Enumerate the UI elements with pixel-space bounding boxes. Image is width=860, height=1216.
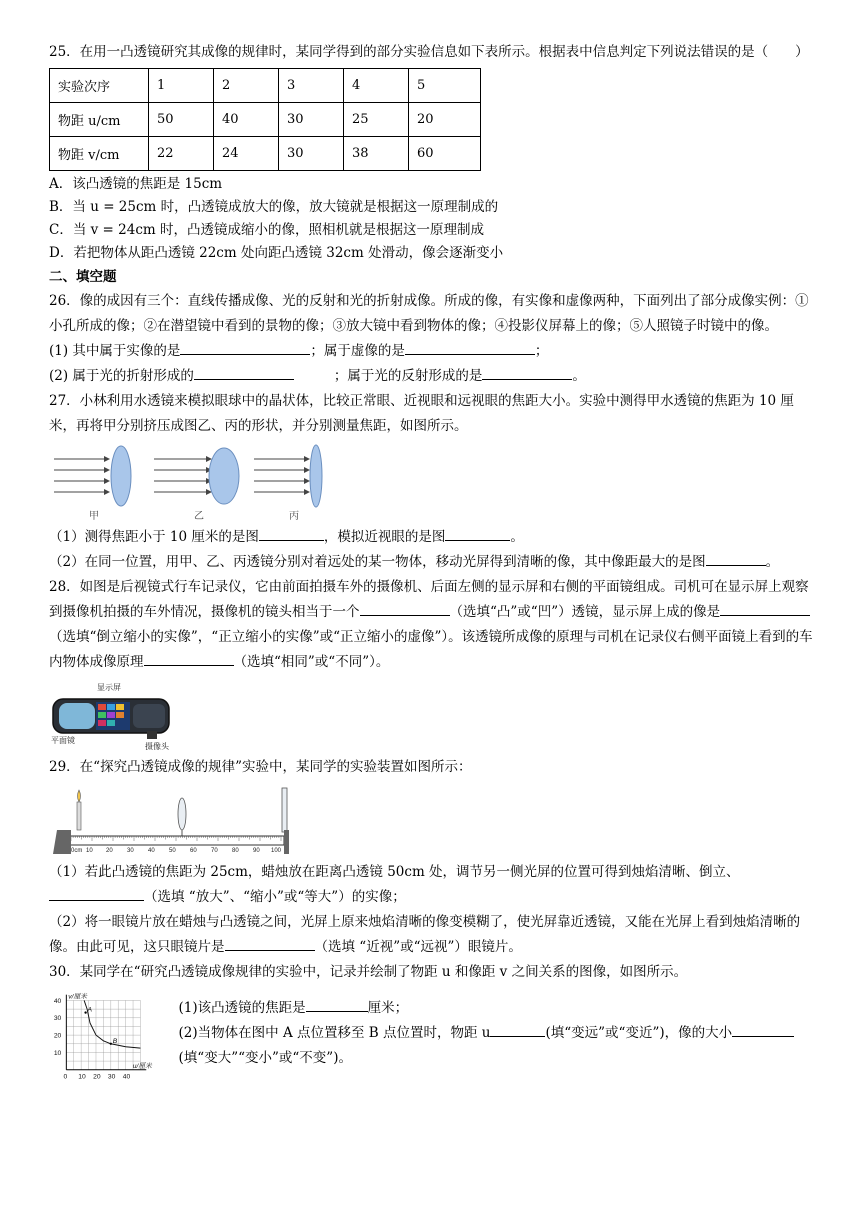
dashcam-figure [49,681,179,751]
x-axis-label: u/厘米 [132,1062,152,1070]
answer-blank[interactable] [445,525,510,541]
q27-stem: 27．小林利用水透镜来模拟眼球中的晶状体，比较正常眼、近视眼和远视眼的焦距大小。实验中测得甲水透镜的焦距为 10 厘米，再将甲分别挤压成图乙、丙的形状，并分别测量焦距，如图所示。 [49,393,794,434]
lens-label: 丙 [289,511,299,521]
bench-tick-label: 10 [86,848,93,854]
answer-blank[interactable] [732,1021,794,1037]
table-cell: 5 [409,69,481,103]
answer-blank[interactable] [225,935,315,951]
bench-tick-label: 60 [190,848,197,854]
bench-start-label: 0cm [71,848,83,854]
fig-label-screen: 显示屏 [97,683,121,692]
candle [77,790,81,830]
bench-tick-label: 20 [106,848,113,854]
q29-stem: 29．在“探究凸透镜成像的规律”实验中，某同学的实验装置如图所示： [49,759,472,775]
camera [147,731,157,739]
q27-sub1 [49,525,814,550]
plane-mirror [59,703,95,729]
x-tick-label: 40 [122,1073,131,1081]
answer-blank[interactable] [720,600,810,616]
q27-sub1-text-b: ，模拟近视眼的是图 [323,529,446,545]
y-tick-label: 10 [53,1049,62,1057]
answer-blank[interactable] [482,364,572,380]
water-lens-figure [49,443,339,521]
table-cell: 24 [214,137,279,171]
table-cell: 22 [149,137,214,171]
q29-sub2-text-a: （2）将一眼镜片放在蜡烛与凸透镜之间，光屏上原来烛焰清晰的像变模糊了，使光屏靠近透镜，又能在光屏上看到烛焰清晰的像。由此可见，这只眼镜片是 [49,914,801,955]
q29-sub2 [49,910,814,960]
bench-tick-label: 40 [148,848,155,854]
point-label: A [87,1006,93,1014]
lens-jia [54,446,131,506]
x-tick-label: 0 [63,1073,68,1081]
answer-blank[interactable] [144,650,234,666]
q29-sub1-text-b: （选填 “放大”、“缩小”或“等大”）的实像； [144,889,406,905]
q30-sub2-text-a: (2)当物体在图中 A 点位置移至 B 点位置时，物距 u [178,1025,491,1041]
section-heading: 二、填空题 [49,269,117,285]
q29-sub1 [49,860,814,910]
table-cell: 3 [279,69,344,103]
lens-label: 乙 [194,511,204,521]
q28-text-b: （选填“凸”或“凹”）透镜，显示屏上成的像是 [449,604,721,620]
q25-table [49,68,481,171]
table-cell: 物距 u/cm [50,103,149,137]
q30-sub2 [179,1021,814,1071]
bench-tick-label: 30 [127,848,134,854]
y-axis-label: v/厘米 [68,993,87,1001]
bench-tick-label: 100 [271,848,282,854]
y-tick-label: 40 [53,997,62,1005]
bench-tick-label: 50 [169,848,176,854]
q25-stem: 25．在用一凸透镜研究其成像的规律时，某同学得到的部分实验信息如下表所示。根据表中信息判定下列说法错误的是（ ） [49,44,809,60]
table-row [50,103,481,137]
x-tick-label: 30 [107,1073,116,1081]
q30-body [49,991,814,1085]
q30-sub1-text-a: (1)该凸透镜的焦距是 [178,1000,306,1016]
q25-option-a: A．该凸透镜的焦距是 15cm [49,176,223,192]
q26-sub1 [49,339,814,364]
bench-tick-label: 70 [211,848,218,854]
bench-tick-label: 90 [253,848,260,854]
answer-blank[interactable] [49,885,144,901]
table-cell: 20 [409,103,481,137]
x-tick-label: 10 [78,1073,86,1081]
answer-blank[interactable] [706,550,766,566]
table-cell: 60 [409,137,481,171]
q25-option-d: D．若把物体从距凸透镜 22cm 处向距凸透镜 32cm 处滑动，像会逐渐变小 [49,245,504,261]
optical-bench-figure [49,784,289,856]
table-cell: 4 [344,69,409,103]
answer-blank[interactable] [259,525,324,541]
q30-sub1 [179,996,814,1021]
q28-text-c: （选填“倒立缩小的实像”，“正立缩小的实像”或“正立缩小的虚像”）。该透镜所成像的原理与司机在记录仪右侧平面镜上看到的车内物体成像原理 [49,629,813,670]
uv-chart [49,991,165,1085]
table-row [50,69,481,103]
q30-sub2-text-c: (填“变大”“变小”或“不变”)。 [178,1050,352,1066]
table-cell: 实验次序 [50,69,149,103]
y-tick-label: 20 [53,1032,62,1040]
q27-sub2-text-a: （2）在同一位置，用甲、乙、丙透镜分别对着远处的某一物体，移动光屏得到清晰的像，其中像距最大的是图 [49,554,706,570]
y-tick-label: 30 [53,1015,62,1023]
q25-option-b: B．当 u = 25cm 时，凸透镜成放大的像，放大镜就是根据这一原理制成的 [49,199,499,215]
answer-blank[interactable] [405,339,535,355]
q27-sub1-text-c: 。 [510,529,524,545]
point-marker [84,1011,86,1013]
table-cell: 30 [279,137,344,171]
fig-label-camera: 摄像头 [145,742,169,751]
q26-sub1-text-a: (1) 其中属于实像的是 [49,343,181,359]
table-cell: 25 [344,103,409,137]
q26-sub2 [49,364,814,389]
table-cell: 30 [279,103,344,137]
q27-sub2 [49,550,814,575]
point-marker [110,1043,112,1045]
q30-sub2-text-b: (填“变远”或“变近”)，像的大小 [545,1025,733,1041]
q27-sub2-text-b: 。 [765,554,780,570]
table-cell: 物距 v/cm [50,137,149,171]
q30-sub1-text-b: 厘米； [367,1000,409,1016]
q26-sub1-text-b: ；属于虚像的是 [310,343,405,359]
answer-blank[interactable] [180,339,310,355]
bench-tick-label: 80 [232,848,239,854]
answer-blank[interactable] [194,364,294,380]
worksheet [49,40,814,1085]
convex-lens [178,798,186,830]
point-label: B [112,1037,118,1045]
lens-yi [154,448,239,504]
q29-sub2-text-b: （选填 “近视”或“远视”）眼镜片。 [314,939,522,955]
q30-stem: 30．某同学在“研究凸透镜成像规律的实验中，记录并绘制了物距 u 和像距 v 之间关系的图像，如图所示。 [49,964,688,980]
table-cell: 2 [214,69,279,103]
lens-label: 甲 [89,511,99,521]
lens-bing [254,445,322,507]
q26-sub1-text-c: ； [534,343,549,359]
answer-blank[interactable] [306,996,368,1012]
answer-blank[interactable] [360,600,450,616]
x-tick-label: 20 [93,1073,101,1081]
q28-text-d: （选填“相同”或“不同”）。 [233,654,390,670]
q25-option-c: C．当 v = 24cm 时，凸透镜成缩小的像，照相机就是根据这一原理制成 [49,222,484,238]
q26-sub2-text-b: ；属于光的反射形成的是 [333,368,483,384]
q27-sub1-text-a: （1）测得焦距小于 10 厘米的是图 [49,529,259,545]
q28-text [49,575,814,675]
table-cell: 1 [149,69,214,103]
fig-label-mirror: 平面镜 [51,736,75,745]
q26-sub2-text-a: (2) 属于光的折射形成的 [49,368,194,384]
q26-sub2-text-c: 。 [572,368,586,384]
light-screen [282,788,287,832]
q26-stem: 26．像的成因有三个：直线传播成像、光的反射和光的折射成像。所成的像，有实像和虚像两种，下面列出了部分成像实例：①小孔所成的像；②在潜望镜中看到的景物的像；③放大镜中看到物体的像；④投影仪屏幕上的像；⑤人照镜子时镜中的像。 [49,293,809,334]
q28-text-a: 28．如图是后视镜式行车记录仪，它由前面拍摄车外的摄像机、后面左侧的显示屏和右侧的平面镜组成。司机可在显示屏上观察到摄像机拍摄的车外情况，摄像机的镜头相当于一个 [49,579,809,620]
table-cell: 40 [214,103,279,137]
q30-subquestions [179,991,814,1071]
table-cell: 38 [344,137,409,171]
answer-blank[interactable] [490,1021,545,1037]
q29-sub1-text-a: （1）若此凸透镜的焦距为 25cm，蜡烛放在距离凸透镜 50cm 处，调节另一侧光屏的位置可得到烛焰清晰、倒立、 [49,864,740,880]
table-cell: 50 [149,103,214,137]
table-row [50,137,481,171]
